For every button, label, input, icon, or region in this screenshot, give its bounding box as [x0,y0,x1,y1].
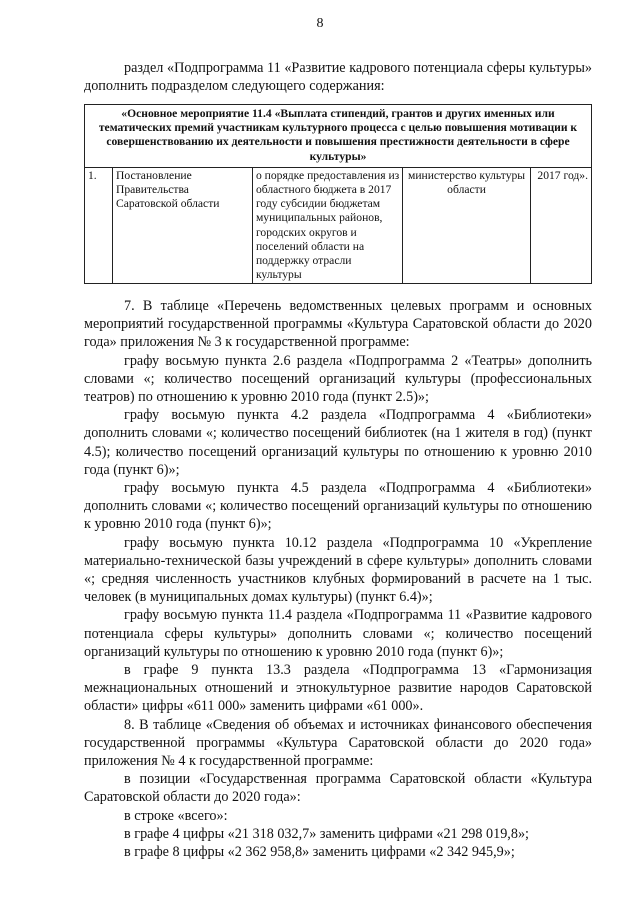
table-header: «Основное мероприятие 11.4 «Выплата стипендий, грантов и других именных или тематических премий участникам культурного процесса с целью повышения мотивации к совершенствованию их деятельности и повышения престижности деятельности в сфере культуры» [85,105,592,168]
paragraph: графу восьмую пункта 10.12 раздела «Подпрограмма 10 «Укрепление материально-технической базы учреждений в сфере культуры» дополнить словами «; средняя численность участников клубных формирований в расчете на 1 тыс. человек (в муниципальных домах культуры) (пункт 6.4)»; [84,534,592,606]
body-text [84,297,592,861]
paragraph: в графе 9 пункта 13.3 раздела «Подпрограмма 13 «Гармонизация межнациональных отношений и этнокультурное развитие народов Саратовской области» цифры «611 000» заменить цифрами «61 000». [84,662,592,715]
row-executor: министерство культуры области [403,167,531,284]
intro-paragraph: раздел «Подпрограмма 11 «Развитие кадрового потенциала сферы культуры» дополнить подразделом следующего содержания: [84,60,592,95]
paragraph: графу восьмую пункта 11.4 раздела «Подпрограмма 11 «Развитие кадрового потенциала сферы культуры» дополнить словами «; количество посещений организаций культуры по отношению к уровню 2010 года (пункт 6)»; [84,607,592,660]
paragraph: в графе 4 цифры «21 318 032,7» заменить цифрами «21 298 019,8»; [124,825,529,842]
table-row [85,167,592,284]
row-number: 1. [85,167,113,284]
intro-block [84,59,592,95]
page-number: 8 [316,16,324,31]
paragraph: 8. В таблице «Сведения об объемах и источниках финансового обеспечения государственной программы «Культура Саратовской области до 2020 года» приложения № 4 к государственной программе: [84,716,592,770]
activity-table [84,104,592,284]
row-description: о порядке предоставления из областного бюджета в 2017 году субсидии бюджетам муниципальных районов, городских округов и поселений области на поддержку отрасли культуры [252,167,402,284]
paragraph: графу восьмую пункта 4.5 раздела «Подпрограмма 4 «Библиотеки» дополнить словами «; количество посещений организаций культуры по отношению к уровню 2010 года (пункт 6)»; [84,480,592,533]
paragraph: в графе 8 цифры «2 362 958,8» заменить цифрами «2 342 945,9»; [124,844,515,861]
paragraph: в строке «всего»: [124,807,228,824]
row-year: 2017 год». [530,167,591,284]
paragraph: в позиции «Государственная программа Саратовской области «Культура Саратовской области до 2020 года»: [84,771,592,806]
paragraph: графу восьмую пункта 4.2 раздела «Подпрограмма 4 «Библиотеки» дополнить словами «; количество посещений библиотек (на 1 жителя в год) (пункт 4.5); количество посещений организаций культуры по отношению к уровню 2010 года (пункт 6)»; [84,407,592,478]
paragraph: 7. В таблице «Перечень ведомственных целевых программ и основных мероприятий государственной программы «Культура Саратовской области до 2020 года» приложения № 3 к государственной программе: [84,298,592,351]
paragraph: графу восьмую пункта 2.6 раздела «Подпрограмма 2 «Театры» дополнить словами «; количество посещений организаций культуры (профессиональных театров) по отношению к уровню 2010 года (пункт 2.5)»; [84,352,592,406]
row-document: Постановление Правительства Саратовской области [112,167,252,284]
